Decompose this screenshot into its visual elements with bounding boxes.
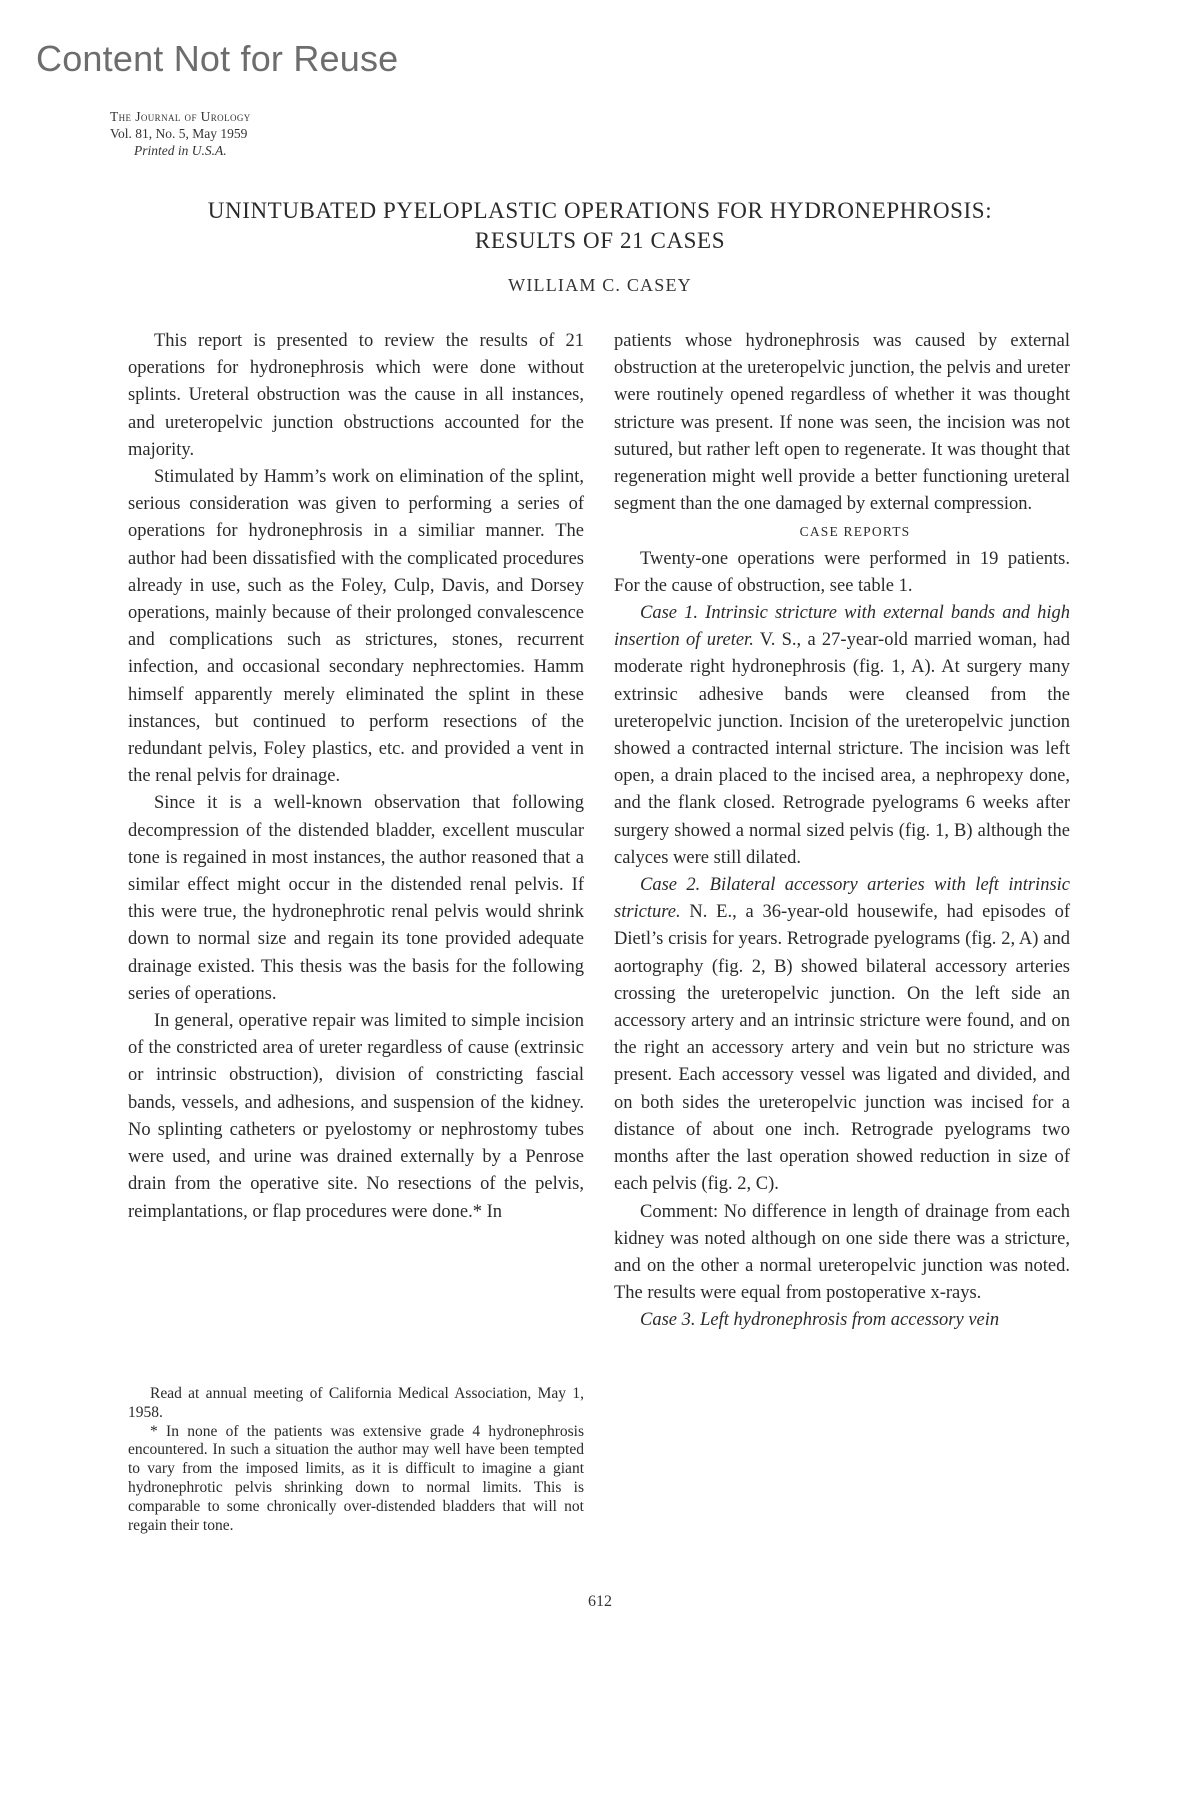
case-2 (614, 872, 1070, 1198)
article-author: WILLIAM C. CASEY (508, 275, 692, 295)
case-1 (614, 600, 1070, 872)
case-1-title: Case 1. Intrinsic stricture with external bands and high insertion of ureter. (614, 603, 1070, 651)
left-column (128, 328, 584, 1226)
title-line-1: UNINTUBATED PYELOPLASTIC OPERATIONS FOR HYDRONEPHROSIS: (207, 198, 993, 223)
journal-volume: Vol. 81, No. 5, May 1959 (110, 126, 248, 141)
paragraph: Stimulated by Hamm’s work on elimination of the splint, serious consideration was given to performing a series of operations for hydronephrosis in a similiar manner. The author had been dissatisfied with the complicated procedures already in use, such as the Foley, Culp, Davis, and Dorsey operations, mainly because of their prolonged convalescence and complications such as strictures, stones, recurrent infection, and occasional secondary nephrectomies. Hamm himself apparently merely eliminated the splint in these instances, but continued to perform resections of the redundant pelvis, Foley plastics, etc. and provided a vent in the renal pelvis for drainage. (128, 467, 584, 787)
section-heading: CASE REPORTS (799, 524, 911, 540)
right-column (614, 328, 1070, 1335)
watermark: Content Not for Reuse (36, 38, 399, 79)
footnote-read: Read at annual meeting of California Medical Association, May 1, 1958. (128, 1385, 584, 1421)
paragraph: Since it is a well-known observation that following decompression of the distended bladder, excellent muscular tone is regained in most instances, the author reasoned that a similar effect might occur in the distended renal pelvis. If this were true, the hydronephrotic renal pelvis would shrink down to normal size and regain its tone provided adequate drainage existed. This thesis was the basis for the following series of operations. (128, 793, 584, 1004)
case-1-text: V. S., a 27-year-old married woman, had moderate right hydronephrosis (fig. 1, A). At surgery many extrinsic adhesive bands were cleansed from the ureteropelvic junction. Incision of the ureteropelvic junction showed a contracted internal stricture. The incision was left open, a drain placed to the incised area, a nephropexy done, and the flank closed. Retrograde pyelograms 6 weeks after surgery showed a normal sized pelvis (fig. 1, B) although the calyces were still dilated. (614, 630, 1070, 868)
journal-header (110, 108, 251, 159)
case-2-title: Case 2. Bilateral accessory arteries with left intrinsic stricture. (614, 875, 1070, 923)
case-3-title: Case 3. Left hydronephrosis from accessory vein (640, 1310, 1000, 1331)
paragraph: This report is presented to review the results of 21 operations for hydronephrosis which were done without splints. Ureteral obstruction was the cause in all instances, and ureteropelvic junction obstructions accounted for the majority. (128, 331, 584, 460)
page-number: 612 (588, 1593, 612, 1610)
paragraph: In general, operative repair was limited to simple incision of the constricted area of ureter regardless of cause (extrinsic or intrinsic obstruction), division of constricting fascial bands, vessels, and adhesions, and suspension of the kidney. No splinting catheters or pyelostomy or nephrostomy tubes were used, and urine was drained externally by a Penrose drain from the operative site. No resections of the pelvis, reimplantations, or flap procedures were done.* In (128, 1011, 584, 1222)
case-2-text: N. E., a 36-year-old housewife, had episodes of Dietl’s crisis for years. Retrograde pyelograms (fig. 2, A) and aortography (fig. 2, B) showed bilateral accessory arteries crossing the ureteropelvic junction. On the left side an accessory artery and an intrinsic stricture were found, and on the right an accessory artery and vein but no stricture was present. Each accessory vessel was ligated and divided, and on both sides the ureteropelvic junction was incised for a distance of about one inch. Retrograde pyelograms two months after the last operation showed reduction in size of each pelvis (fig. 2, C). (614, 902, 1070, 1195)
case-3 (614, 1307, 1070, 1334)
journal-printed: Printed in U.S.A. (134, 143, 227, 158)
comment: Comment: No difference in length of drainage from each kidney was noted although on one side there was a stricture, and on the other a normal ureteropelvic junction was noted. The results were equal from postoperative x-rays. (614, 1201, 1070, 1304)
article-title (100, 196, 1100, 256)
footnotes (128, 1385, 584, 1535)
paragraph: patients whose hydronephrosis was caused by external obstruction at the ureteropelvic junction, the pelvis and ureter were routinely opened regardless of whether it was thought stricture was present. If none was seen, the incision was not sutured, but rather left open to regenerate. It was thought that regeneration might well provide a better functioning ureteral segment than the one damaged by external compression. (614, 331, 1070, 515)
title-line-2: RESULTS OF 21 CASES (474, 228, 726, 253)
journal-name: The Journal of Urology (110, 109, 251, 124)
footnote-star: * In none of the patients was extensive grade 4 hydronephrosis encountered. In such a situation the author may well have been tempted to vary from the imposed limits, as it is difficult to imagine a giant hydronephrotic pelvis shrinking down to normal limits. This is comparable to some chronically over-distended bladders that will not regain their tone. (128, 1422, 584, 1534)
paragraph: Twenty-one operations were performed in 19 patients. For the cause of obstruction, see table 1. (614, 548, 1070, 596)
